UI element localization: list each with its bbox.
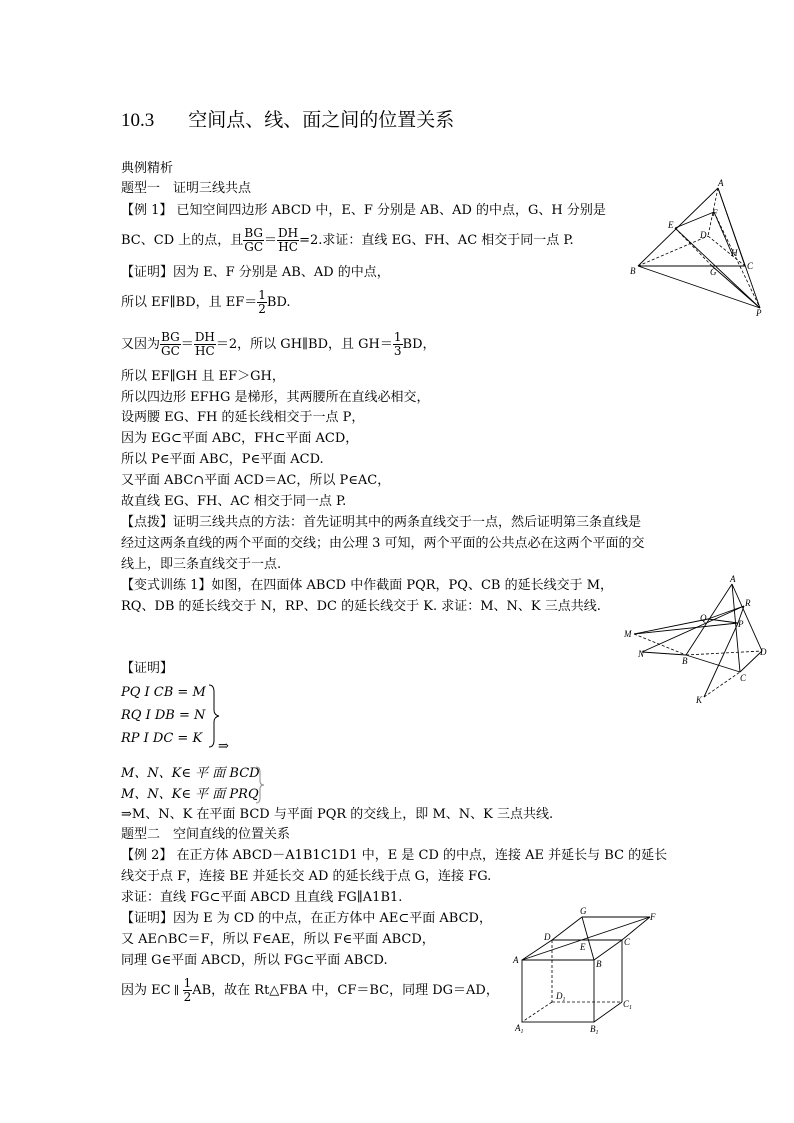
label-R: R — [745, 598, 751, 608]
label-F: F — [650, 912, 656, 922]
variant1-line2: RQ、DB 的延长线交于 N，RP、DC 的延长线交于 K. 求证：M、N、K 三点共线. — [121, 599, 601, 614]
implies-symbol: ⇒ — [218, 739, 229, 754]
tip-line1: 【点拨】证明三线共点的方法：首先证明其中的两条直线交于一点，然后证明第三条直线是 — [121, 515, 642, 530]
label-H: H — [731, 248, 738, 258]
figure-cube — [510, 905, 670, 1035]
label-E: E — [668, 220, 674, 230]
section-number: 10.3 — [121, 110, 155, 131]
label-A: A — [718, 178, 724, 188]
brace-right-2 — [255, 766, 265, 804]
figure-tetrahedron-1 — [630, 178, 770, 318]
proof2-heading: 【证明】 — [121, 661, 174, 676]
label-D: D — [760, 647, 767, 657]
proof2-eq5: M、N、K∈ 平 面 PRQ — [121, 787, 259, 802]
variant1-line1: 【变式训练 1】如图，在四面体 ABCD 中作截面 PQR，PQ、CB 的延长线交于 M， — [121, 578, 614, 593]
fraction-dh-hc: $\frac{DH}{HC}$ — [278, 226, 299, 254]
label-G: G — [710, 267, 717, 277]
type2-heading: 题型二 空间直线的位置关系 — [121, 827, 291, 842]
example2-proof4: 因为 EC ∥ $\frac{1}{2}$ AB，故在 Rt△FBA 中，CF＝BC，同理 DG＝AD， — [121, 976, 499, 1004]
label-F: F — [712, 208, 718, 218]
example2-line1: 【例 2】 在正方体 ABCD－A1B1C1D1 中，E 是 CD 的中点，连接 AE 并延长与 BC 的延长 — [121, 848, 668, 863]
proof1-line3: 又因为 $\frac{BG}{GC}$ ＝ $\frac{DH}{HC}$ ＝2，所以 GH∥BD，且 GH＝ $\frac{1}{3}$ BD， — [121, 330, 436, 358]
label-C: C — [624, 937, 631, 947]
proof2-eq1: PQ I CB = M — [121, 685, 206, 700]
label-K: K — [696, 695, 703, 705]
example2-proof2: 又 AE∩BC＝F，所以 F∈AE，所以 F∈平面 ABCD， — [121, 932, 435, 947]
label-B: B — [596, 959, 602, 969]
label-Q: Q — [700, 613, 707, 623]
example2-proof3: 同理 G∈平面 ABCD，所以 FG⊂平面 ABCD. — [121, 953, 388, 968]
proof1-line6: 设两腰 EG、FH 的延长线相交于一点 P， — [121, 410, 365, 425]
proof1-line5: 所以四边形 EFHG 是梯形，其两腰所在直线必相交， — [121, 390, 430, 405]
proof1-line4: 所以 EF∥GH 且 EF＞GH， — [121, 369, 285, 384]
label-C: C — [740, 673, 747, 683]
proof2-conclusion: ⇒M、N、K 在平面 BCD 与平面 PQR 的交线上，即 M、N、K 三点共线. — [121, 807, 554, 822]
example2-line2: 线交于点 F，连接 BE 并延长交 AD 的延长线于点 G，连接 FG. — [121, 869, 492, 884]
label-P: P — [756, 308, 762, 318]
label-G: G — [580, 906, 587, 916]
proof1-line10: 故直线 EG、FH、AC 相交于同一点 P. — [121, 494, 347, 509]
label-D: D — [544, 932, 551, 942]
proof1-line2: 所以 EF∥BD，且 EF＝ $\frac{1}{2}$ BD. — [121, 288, 291, 316]
label-M: M — [624, 629, 632, 639]
label-B1: $B_1$ — [590, 1024, 599, 1035]
example1-line1: 【例 1】 已知空间四边形 ABCD 中，E、F 分别是 AB、AD 的中点，G、H 分别是 — [121, 203, 606, 218]
proof2-eq3: RP I DC = K — [121, 731, 203, 746]
fraction-bg-gc: $\frac{BG}{GC}$ — [244, 226, 264, 254]
label-E: E — [580, 942, 586, 952]
label-A: A — [730, 575, 736, 584]
example2-line3: 求证：直线 FG⊂平面 ABCD 且直线 FG∥A1B1. — [121, 890, 403, 905]
label-A1: $A_1$ — [515, 1023, 524, 1035]
proof1-line1: 【证明】因为 E、F 分别是 AB、AD 的中点， — [121, 265, 390, 280]
label-C1: $C_1$ — [623, 999, 633, 1011]
proof2-eq4: M、N、K∈ 平 面 BCD — [121, 766, 260, 781]
section-title: 空间点、线、面之间的位置关系 — [188, 109, 455, 131]
tip-line2: 经过这两条直线的两个平面的交线；由公理 3 可知，两个平面的公共点必在这两个平面的交 — [121, 536, 645, 551]
label-D: D — [700, 230, 707, 240]
label-B: B — [630, 266, 636, 276]
proof2-eq2: RQ I DB = N — [121, 708, 206, 723]
proof1-line8: 所以 P∈平面 ABC，P∈平面 ACD. — [121, 452, 324, 467]
page-title — [121, 105, 454, 132]
section-heading: 典例精析 — [121, 161, 174, 176]
example2-proof1: 【证明】因为 E 为 CD 的中点，在正方体中 AE⊂平面 ABCD， — [121, 911, 492, 926]
proof1-line9: 又平面 ABC∩平面 ACD＝AC，所以 P∈AC， — [121, 473, 391, 488]
figure-tetrahedron-2 — [620, 575, 770, 707]
label-B: B — [682, 656, 688, 666]
label-N: N — [638, 649, 645, 659]
tip-line3: 线上，即三条直线交于一点. — [121, 557, 282, 572]
type1-heading: 题型一 证明三线共点 — [121, 181, 252, 196]
proof1-line7: 因为 EG⊂平面 ABC，FH⊂平面 ACD， — [121, 431, 359, 446]
label-D1: $D_1$ — [556, 991, 566, 1003]
label-C: C — [747, 261, 754, 271]
label-P: P — [738, 619, 744, 629]
label-A: A — [513, 955, 519, 965]
example1-line2: BC、CD 上的点，且 $\frac{BG}{GC}$ ＝ $\frac{DH}{HC}$ =2.求证：直线 EG、FH、AC 相交于同一点 P. — [121, 226, 574, 254]
